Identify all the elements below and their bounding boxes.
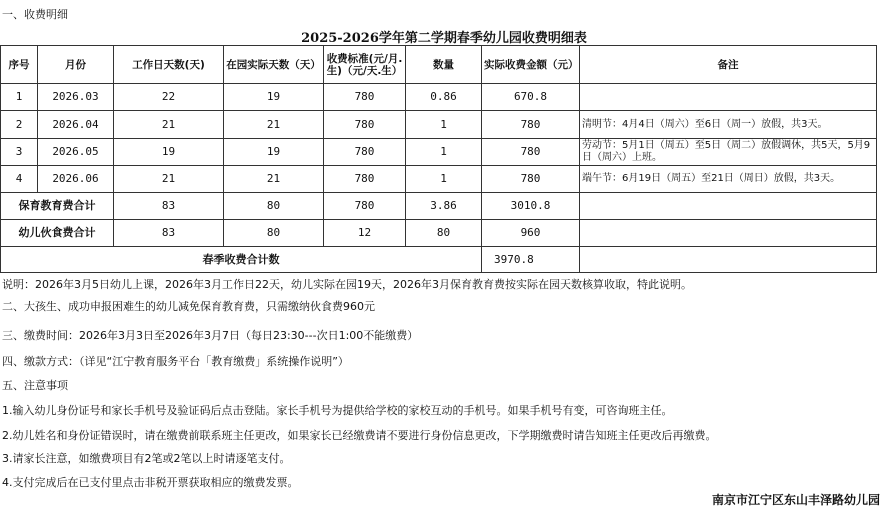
cell-actual-days: 80 [224, 193, 324, 220]
cell-qty: 1 [406, 111, 482, 139]
edu-total-label: 保育教育费合计 [1, 193, 114, 220]
col-header-actual-days: 在园实际天数（天） [224, 46, 324, 84]
col-header-note: 备注 [580, 46, 877, 84]
cell-note [580, 193, 877, 220]
col-header-month: 月份 [38, 46, 114, 84]
note-item-1: 1.输入幼儿身份证号和家长手机号及验证码后点击登陆。家长手机号为提供给学校的家校互动的手机号。如果手机号有变，可咨询班主任。 [2, 404, 673, 417]
cell-note: 劳动节：5月1日（周五）至5日（周二）放假调休，共5天，5月9日（周六）上班。 [580, 139, 877, 166]
cell-actual-days: 19 [224, 84, 324, 111]
table-row [1, 111, 877, 139]
cell-amount: 780 [482, 111, 580, 139]
cell-standard: 780 [324, 139, 406, 166]
section-3-text: 三、缴费时间：2026年3月3日至2026年3月7日（每日23:30---次日1:00不能缴费） [2, 329, 419, 342]
cell-actual-days: 80 [224, 220, 324, 247]
cell-amount: 780 [482, 139, 580, 166]
table-row [1, 139, 877, 166]
edu-total-row [1, 193, 877, 220]
cell-amount: 960 [482, 220, 580, 247]
cell-actual-days: 21 [224, 166, 324, 193]
cell-amount: 670.8 [482, 84, 580, 111]
table-row [1, 166, 877, 193]
cell-actual-days: 19 [224, 139, 324, 166]
cell-workdays: 83 [114, 193, 224, 220]
cell-qty: 0.86 [406, 84, 482, 111]
cell-workdays: 19 [114, 139, 224, 166]
note-item-4: 4.支付完成后在已支付里点击非税开票获取相应的缴费发票。 [2, 476, 299, 489]
cell-standard: 780 [324, 111, 406, 139]
fee-table [0, 45, 877, 273]
col-header-no: 序号 [1, 46, 38, 84]
note-item-2: 2.幼儿姓名和身份证错误时，请在缴费前联系班主任更改，如果家长已经缴费请不要进行身份信息更改，下学期缴费时请告知班主任更改后再缴费。 [2, 429, 717, 442]
cell-note [580, 84, 877, 111]
food-total-row [1, 220, 877, 247]
cell-no: 1 [1, 84, 38, 111]
cell-no: 3 [1, 139, 38, 166]
col-header-qty: 数量 [406, 46, 482, 84]
cell-month: 2026.05 [38, 139, 114, 166]
cell-qty: 1 [406, 139, 482, 166]
cell-qty: 3.86 [406, 193, 482, 220]
cell-qty: 80 [406, 220, 482, 247]
cell-note: 端午节：6月19日（周五）至21日（周日）放假，共3天。 [580, 166, 877, 193]
header-row [1, 46, 877, 84]
grand-total-row [1, 247, 877, 273]
cell-standard: 780 [324, 193, 406, 220]
food-total-label: 幼儿伙食费合计 [1, 220, 114, 247]
cell-no: 2 [1, 111, 38, 139]
cell-no: 4 [1, 166, 38, 193]
section-4-text: 四、缴款方式：（详见“江宁教育服务平台「教育缴费」系统操作说明”） [2, 355, 349, 368]
grand-total-label: 春季收费合计数 [1, 247, 482, 273]
cell-amount: 780 [482, 166, 580, 193]
cell-note [580, 247, 877, 273]
cell-workdays: 21 [114, 111, 224, 139]
explanation-text: 说明：2026年3月5日幼儿上课，2026年3月工作日22天，幼儿实际在园19天，2026年3月保育教育费按实际在园天数核算收取，特此说明。 [2, 278, 692, 291]
cell-month: 2026.04 [38, 111, 114, 139]
cell-note: 清明节：4月4日（周六）至6日（周一）放假，共3天。 [580, 111, 877, 139]
cell-workdays: 83 [114, 220, 224, 247]
cell-workdays: 21 [114, 166, 224, 193]
col-header-standard: 收费标准(元/月.生)（元/天.生） [324, 46, 406, 84]
table-title: 2025-2026学年第二学期春季幼儿园收费明细表 [301, 31, 587, 46]
cell-standard: 780 [324, 166, 406, 193]
section-5-heading: 五、注意事项 [2, 379, 68, 392]
table-row [1, 84, 877, 111]
grand-total-amount: 3970.8 [482, 247, 580, 273]
cell-actual-days: 21 [224, 111, 324, 139]
cell-note [580, 220, 877, 247]
school-name-footer: 南京市江宁区东山丰泽路幼儿园 [711, 493, 880, 507]
cell-amount: 3010.8 [482, 193, 580, 220]
note-item-3: 3.请家长注意，如缴费项目有2笔或2笔以上时请逐笔支付。 [2, 452, 291, 465]
cell-standard: 780 [324, 84, 406, 111]
section-2-text: 二、大孩生、成功申报困难生的幼儿减免保育教育费，只需缴纳伙食费960元 [2, 300, 375, 313]
col-header-amount: 实际收费金额（元） [482, 46, 580, 84]
cell-qty: 1 [406, 166, 482, 193]
cell-workdays: 22 [114, 84, 224, 111]
cell-month: 2026.03 [38, 84, 114, 111]
col-header-workdays: 工作日天数(天) [114, 46, 224, 84]
section-heading: 一、收费明细 [2, 8, 68, 21]
cell-month: 2026.06 [38, 166, 114, 193]
cell-standard: 12 [324, 220, 406, 247]
